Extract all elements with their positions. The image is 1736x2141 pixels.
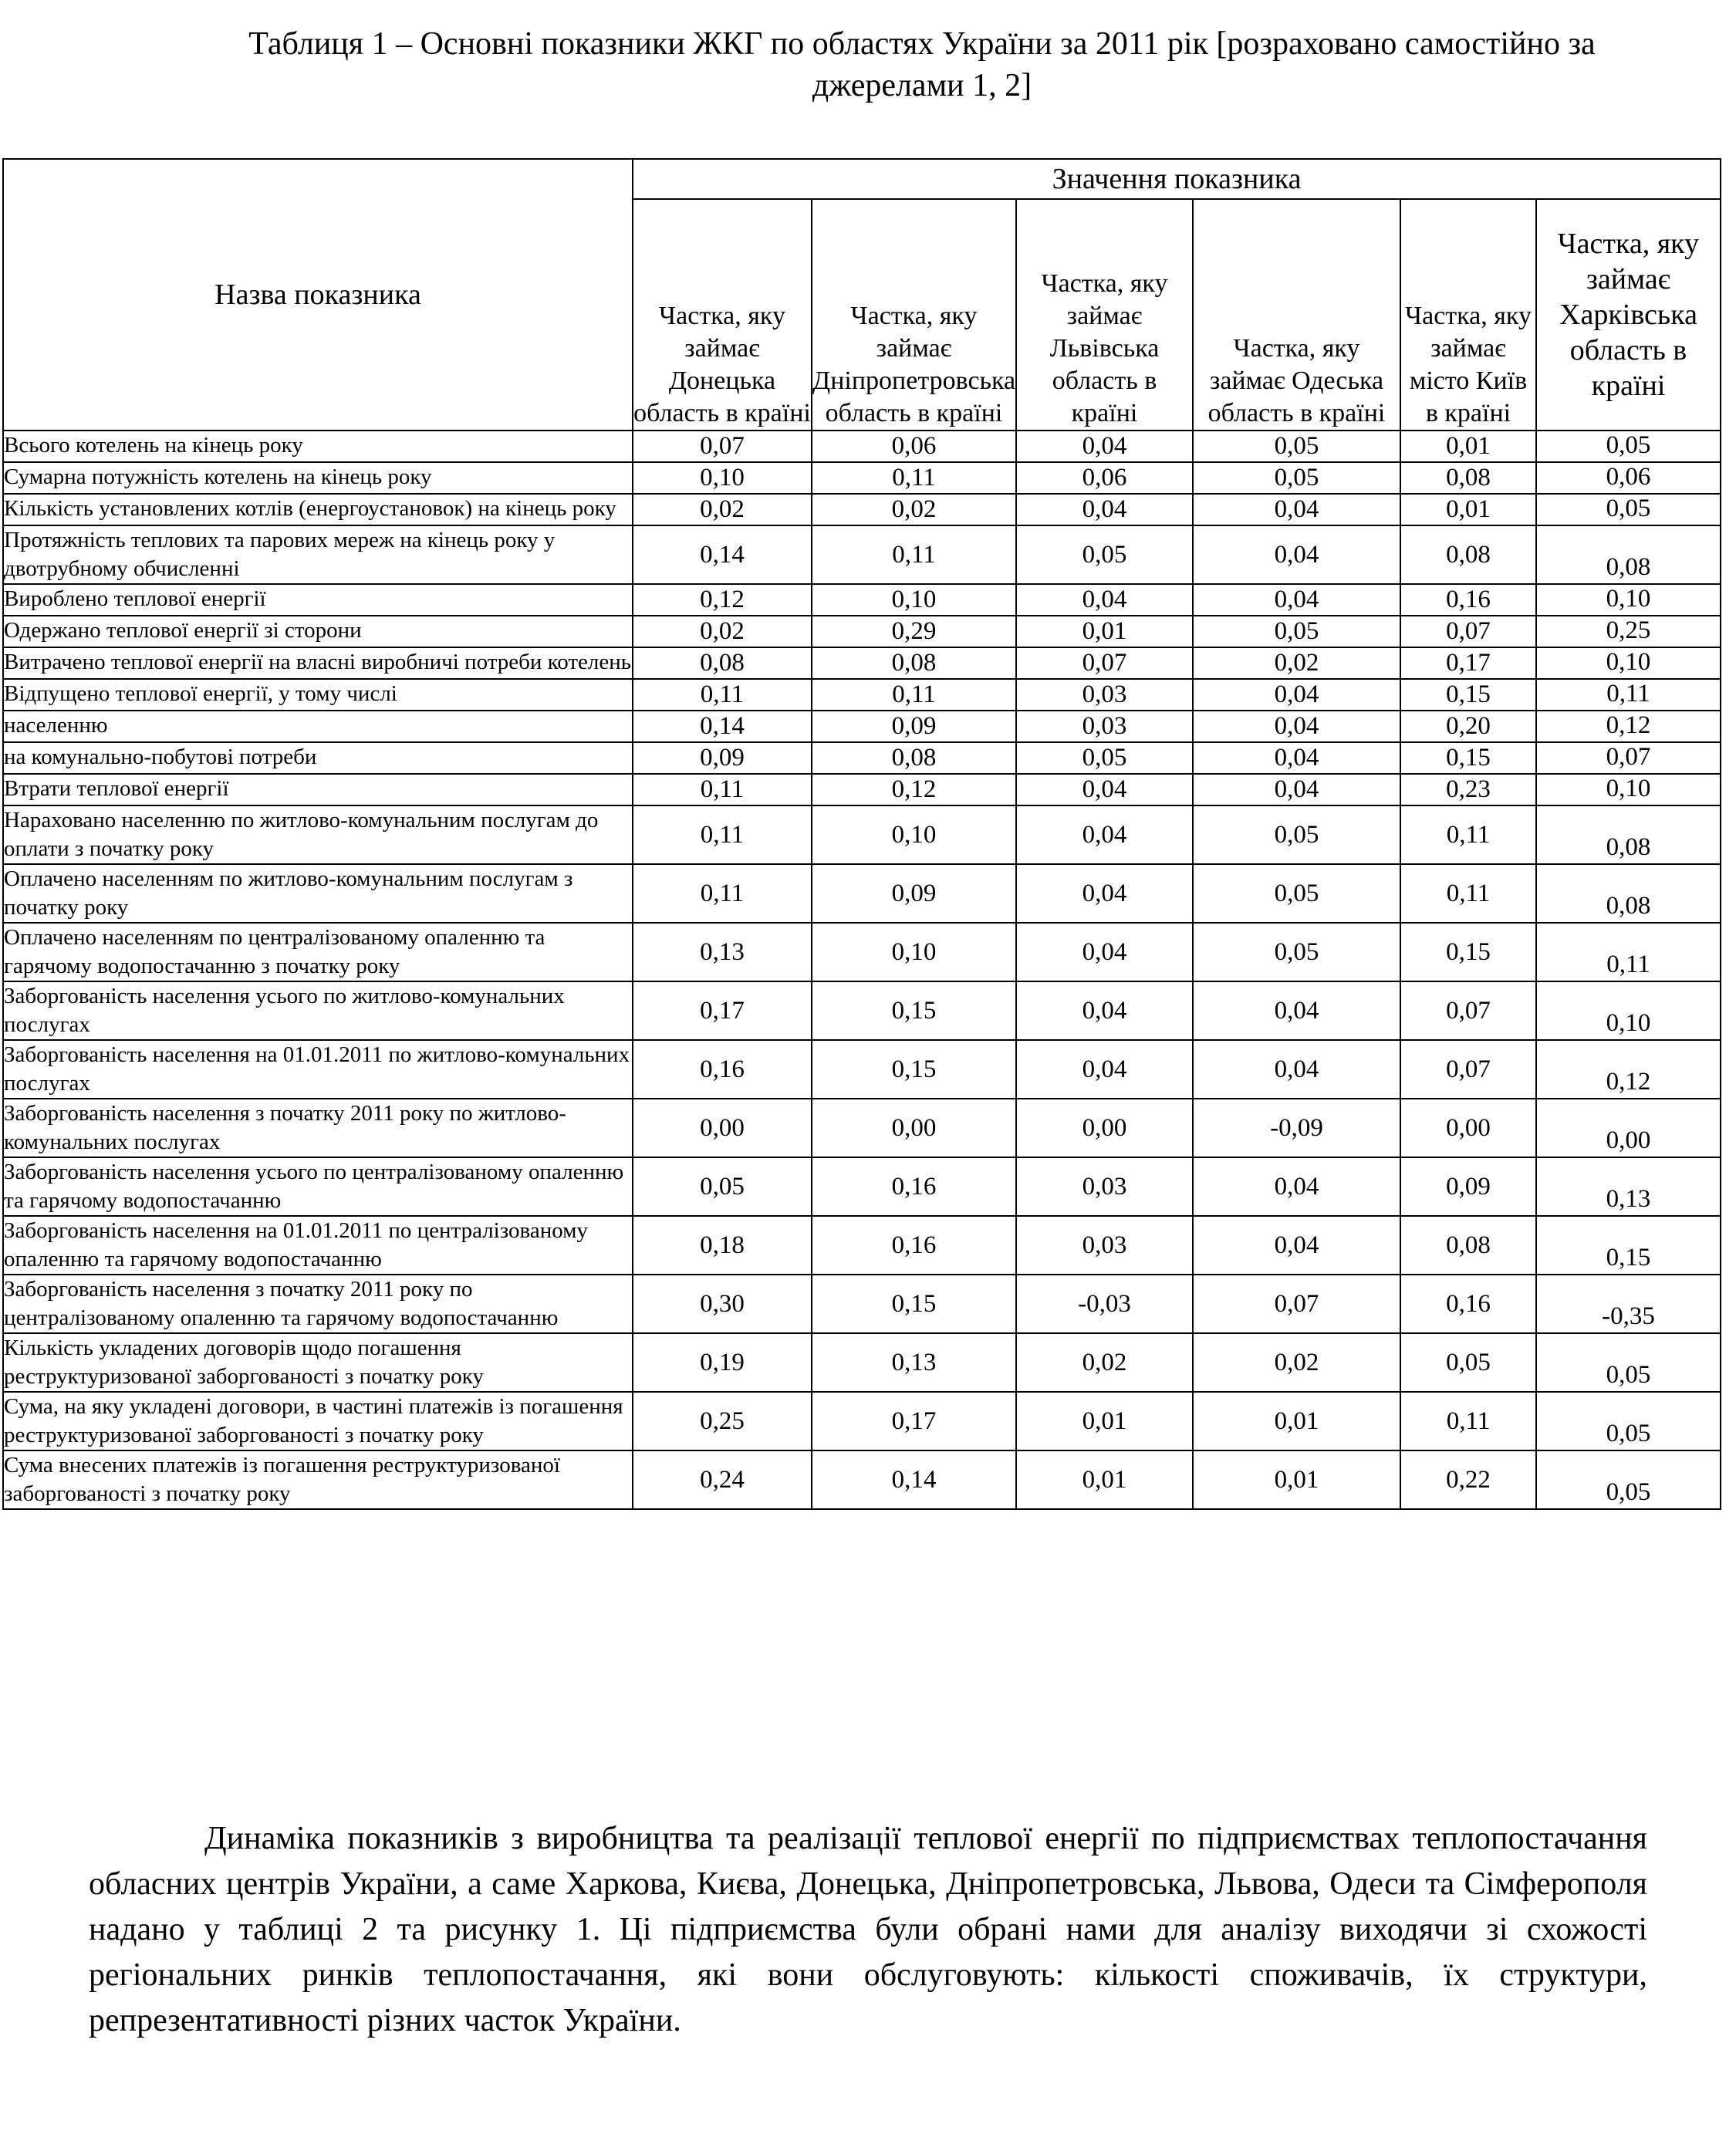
row-value: 0,04: [1016, 805, 1193, 864]
row-value: 0,11: [812, 525, 1016, 584]
row-value: 0,10: [812, 923, 1016, 981]
table-row: [3, 647, 1721, 679]
row-label: Сума внесених платежів із погашення реструктуризованої заборгованості з початку року: [3, 1450, 633, 1509]
table-row: [3, 431, 1721, 462]
row-value: 0,04: [1016, 774, 1193, 805]
row-value: 0,00: [1016, 1099, 1193, 1157]
row-value: 0,04: [1193, 981, 1400, 1040]
row-label: Заборгованість населення на 01.01.2011 по централізованому опаленню та гарячому водопостачанню: [3, 1216, 633, 1275]
table-row: [3, 1040, 1721, 1099]
row-value: -0,03: [1016, 1275, 1193, 1333]
table-row: [3, 584, 1721, 616]
header-lviv: Частка, яку займає Львівська область в країні: [1016, 199, 1193, 431]
row-value: 0,08: [1400, 462, 1536, 494]
row-value: 0,15: [1400, 679, 1536, 711]
row-value: 0,04: [1193, 525, 1400, 584]
row-value: 0,11: [633, 864, 812, 923]
row-value: 0,05: [1193, 805, 1400, 864]
row-value: 0,00: [1400, 1099, 1536, 1157]
row-value: 0,05: [633, 1157, 812, 1216]
header-value-group: Значення показника: [633, 159, 1721, 199]
row-label: Кількість установлених котлів (енергоустановок) на кінець року: [3, 494, 633, 525]
paragraph-text: Динаміка показників з виробництва та реалізації теплової енергії по підприємствах теплопостачання обласних центрів України, а саме Харкова, Києва, Донецька, Дніпропетровська, Львова, Одеси та Сімферополя надано у таблиці 2 та рисунку 1. Ці підприємства були обрані нами для аналізу виходячи зі схожості регіональних ринків теплопостачання, які вони обслуговують: кількості споживачів, їх структури, репрезентативності різних часток України.: [89, 1821, 1647, 2038]
row-label: населенню: [3, 711, 633, 742]
row-value: 0,00: [633, 1099, 812, 1157]
row-value: 0,13: [633, 923, 812, 981]
row-value: 0,00: [1536, 1099, 1721, 1157]
row-value: 0,01: [1016, 616, 1193, 647]
row-value: 0,16: [1400, 1275, 1536, 1333]
row-value: 0,17: [1400, 647, 1536, 679]
row-value: 0,08: [1536, 864, 1721, 923]
row-value: 0,09: [1400, 1157, 1536, 1216]
table-row: [3, 981, 1721, 1040]
row-value: 0,17: [812, 1392, 1016, 1450]
row-value: 0,02: [633, 616, 812, 647]
table-row: [3, 774, 1721, 805]
data-table: [2, 158, 1721, 1510]
row-value: 0,14: [812, 1450, 1016, 1509]
row-value: 0,29: [812, 616, 1016, 647]
row-value: 0,08: [812, 647, 1016, 679]
row-value: 0,16: [812, 1216, 1016, 1275]
row-value: 0,15: [812, 1040, 1016, 1099]
row-value: 0,16: [633, 1040, 812, 1099]
row-value: 0,11: [1536, 679, 1721, 711]
row-value: 0,15: [1536, 1216, 1721, 1275]
table-row: [3, 1099, 1721, 1157]
row-value: 0,05: [1400, 1333, 1536, 1392]
row-value: 0,10: [633, 462, 812, 494]
table-row: [3, 742, 1721, 774]
row-value: 0,30: [633, 1275, 812, 1333]
row-value: 0,10: [1536, 584, 1721, 616]
row-label: Вироблено теплової енергії: [3, 584, 633, 616]
row-value: 0,04: [1016, 981, 1193, 1040]
row-value: 0,04: [1193, 774, 1400, 805]
row-value: 0,06: [1536, 462, 1721, 494]
row-value: 0,04: [1193, 742, 1400, 774]
row-value: 0,04: [1193, 584, 1400, 616]
header-donetsk: Частка, яку займає Донецька область в країні: [633, 199, 812, 431]
row-value: 0,03: [1016, 679, 1193, 711]
row-label: Заборгованість населення усього по житлово-комунальних послугах: [3, 981, 633, 1040]
row-value: 0,04: [1193, 711, 1400, 742]
row-value: 0,02: [1193, 1333, 1400, 1392]
row-value: 0,02: [1193, 647, 1400, 679]
row-value: 0,05: [1193, 462, 1400, 494]
row-value: 0,08: [1536, 525, 1721, 584]
row-label: Заборгованість населення з початку 2011 року по централізованому опаленню та гарячому водопостачанню: [3, 1275, 633, 1333]
row-value: 0,07: [633, 431, 812, 462]
row-value: 0,12: [633, 584, 812, 616]
row-value: 0,05: [1193, 616, 1400, 647]
row-value: 0,11: [633, 679, 812, 711]
row-label: Всього котелень на кінець року: [3, 431, 633, 462]
row-value: 0,05: [1193, 923, 1400, 981]
row-value: 0,01: [1400, 494, 1536, 525]
table-row: [3, 525, 1721, 584]
row-value: 0,15: [1400, 742, 1536, 774]
table-row: [3, 805, 1721, 864]
row-value: 0,14: [633, 711, 812, 742]
row-value: 0,01: [1016, 1392, 1193, 1450]
row-value: 0,04: [1193, 494, 1400, 525]
row-label: Заборгованість населення на 01.01.2011 по житлово-комунальних послугах: [3, 1040, 633, 1099]
table-row: [3, 494, 1721, 525]
row-value: 0,22: [1400, 1450, 1536, 1509]
row-value: 0,04: [1016, 431, 1193, 462]
table-row: [3, 1275, 1721, 1333]
row-value: 0,10: [1536, 981, 1721, 1040]
row-value: 0,05: [1536, 431, 1721, 462]
header-dnipropetrovsk: Частка, яку займає Дніпропетровська область в країні: [812, 199, 1016, 431]
row-value: 0,08: [812, 742, 1016, 774]
row-value: 0,16: [812, 1157, 1016, 1216]
row-value: 0,11: [1400, 864, 1536, 923]
table-row: [3, 864, 1721, 923]
row-value: 0,07: [1400, 981, 1536, 1040]
row-value: 0,04: [1193, 1157, 1400, 1216]
row-value: 0,05: [1193, 864, 1400, 923]
row-value: 0,07: [1400, 1040, 1536, 1099]
row-value: 0,11: [812, 679, 1016, 711]
row-value: 0,07: [1193, 1275, 1400, 1333]
row-label: Нараховано населенню по житлово-комунальним послугам до оплати з початку року: [3, 805, 633, 864]
table-row: [3, 711, 1721, 742]
table-row: [3, 616, 1721, 647]
row-value: 0,09: [633, 742, 812, 774]
row-value: 0,00: [812, 1099, 1016, 1157]
row-label: на комунально-побутові потреби: [3, 742, 633, 774]
table-row: [3, 462, 1721, 494]
row-value: 0,07: [1536, 742, 1721, 774]
row-value: 0,01: [1193, 1450, 1400, 1509]
row-value: 0,18: [633, 1216, 812, 1275]
table-row: [3, 1333, 1721, 1392]
row-value: 0,23: [1400, 774, 1536, 805]
row-value: 0,06: [812, 431, 1016, 462]
row-label: Оплачено населенням по житлово-комунальним послугам з початку року: [3, 864, 633, 923]
header-odesa: Частка, яку займає Одеська область в країні: [1193, 199, 1400, 431]
row-value: 0,04: [1016, 584, 1193, 616]
row-value: 0,05: [1536, 1392, 1721, 1450]
row-value: 0,10: [812, 584, 1016, 616]
table-row: [3, 679, 1721, 711]
row-label: Втрати теплової енергії: [3, 774, 633, 805]
row-value: 0,09: [812, 711, 1016, 742]
row-value: 0,08: [633, 647, 812, 679]
table-caption: Таблиця 1 – Основні показники ЖКГ по областях України за 2011 рік [розраховано самостійно за джерелами 1, 2]: [248, 26, 1596, 103]
row-value: 0,25: [1536, 616, 1721, 647]
table-row: [3, 1157, 1721, 1216]
row-value: 0,04: [1016, 494, 1193, 525]
row-value: 0,25: [633, 1392, 812, 1450]
row-value: 0,11: [1400, 805, 1536, 864]
row-value: 0,11: [633, 805, 812, 864]
row-value: 0,05: [1536, 1450, 1721, 1509]
row-value: 0,19: [633, 1333, 812, 1392]
table-row: [3, 923, 1721, 981]
row-label: Витрачено теплової енергії на власні виробничі потреби котелень: [3, 647, 633, 679]
row-value: 0,12: [1536, 711, 1721, 742]
row-label: Відпущено теплової енергії, у тому числі: [3, 679, 633, 711]
row-label: Оплачено населенням по централізованому опаленню та гарячому водопостачанню з початку року: [3, 923, 633, 981]
row-value: 0,02: [812, 494, 1016, 525]
row-value: 0,02: [633, 494, 812, 525]
row-value: -0,35: [1536, 1275, 1721, 1333]
row-value: 0,15: [1400, 923, 1536, 981]
row-value: 0,04: [1016, 1040, 1193, 1099]
row-value: 0,04: [1016, 923, 1193, 981]
table-row: [3, 1216, 1721, 1275]
row-value: 0,08: [1536, 805, 1721, 864]
row-value: 0,10: [812, 805, 1016, 864]
row-value: 0,06: [1016, 462, 1193, 494]
row-value: 0,05: [1016, 742, 1193, 774]
row-value: 0,05: [1016, 525, 1193, 584]
row-label: Сумарна потужність котелень на кінець року: [3, 462, 633, 494]
row-value: 0,13: [1536, 1157, 1721, 1216]
row-value: 0,20: [1400, 711, 1536, 742]
row-value: 0,07: [1400, 616, 1536, 647]
row-value: 0,13: [812, 1333, 1016, 1392]
table-body: [3, 431, 1721, 1509]
table-row: [3, 1450, 1721, 1509]
row-value: 0,01: [1193, 1392, 1400, 1450]
row-value: 0,01: [1016, 1450, 1193, 1509]
row-value: 0,05: [1193, 431, 1400, 462]
header-kyiv: Частка, яку займає місто Київ в країні: [1400, 199, 1536, 431]
row-value: 0,11: [633, 774, 812, 805]
row-value: 0,05: [1536, 494, 1721, 525]
header-kharkiv: Частка, яку займає Харківська область в країні: [1536, 199, 1721, 431]
row-value: 0,10: [1536, 647, 1721, 679]
row-label: Одержано теплової енергії зі сторони: [3, 616, 633, 647]
row-value: 0,04: [1016, 864, 1193, 923]
table-row: [3, 1392, 1721, 1450]
row-value: 0,03: [1016, 1157, 1193, 1216]
body-paragraph: [89, 1816, 1647, 2044]
row-label: Заборгованість населення усього по централізованому опаленню та гарячому водопостачанню: [3, 1157, 633, 1216]
row-value: 0,01: [1400, 431, 1536, 462]
row-value: 0,17: [633, 981, 812, 1040]
row-value: 0,12: [812, 774, 1016, 805]
row-value: 0,03: [1016, 711, 1193, 742]
row-value: 0,11: [1400, 1392, 1536, 1450]
row-value: 0,05: [1536, 1333, 1721, 1392]
row-value: 0,08: [1400, 525, 1536, 584]
row-value: 0,04: [1193, 1216, 1400, 1275]
row-value: 0,15: [812, 981, 1016, 1040]
row-label: Протяжність теплових та парових мереж на кінець року у двотрубному обчисленні: [3, 525, 633, 584]
row-value: 0,08: [1400, 1216, 1536, 1275]
row-value: 0,04: [1193, 679, 1400, 711]
row-value: 0,16: [1400, 584, 1536, 616]
row-value: 0,12: [1536, 1040, 1721, 1099]
row-label: Сума, на яку укладені договори, в частині платежів із погашення реструктуризованої заборгованості з початку року: [3, 1392, 633, 1450]
row-value: 0,09: [812, 864, 1016, 923]
row-value: 0,15: [812, 1275, 1016, 1333]
row-label: Кількість укладених договорів щодо погашення реструктуризованої заборгованості з початку року: [3, 1333, 633, 1392]
row-value: 0,24: [633, 1450, 812, 1509]
row-value: 0,14: [633, 525, 812, 584]
row-value: -0,09: [1193, 1099, 1400, 1157]
row-label: Заборгованість населення з початку 2011 року по житлово-комунальних послугах: [3, 1099, 633, 1157]
row-value: 0,04: [1193, 1040, 1400, 1099]
row-value: 0,10: [1536, 774, 1721, 805]
row-value: 0,03: [1016, 1216, 1193, 1275]
row-value: 0,02: [1016, 1333, 1193, 1392]
header-name-column: Назва показника: [3, 159, 633, 431]
row-value: 0,07: [1016, 647, 1193, 679]
row-value: 0,11: [812, 462, 1016, 494]
row-value: 0,11: [1536, 923, 1721, 981]
